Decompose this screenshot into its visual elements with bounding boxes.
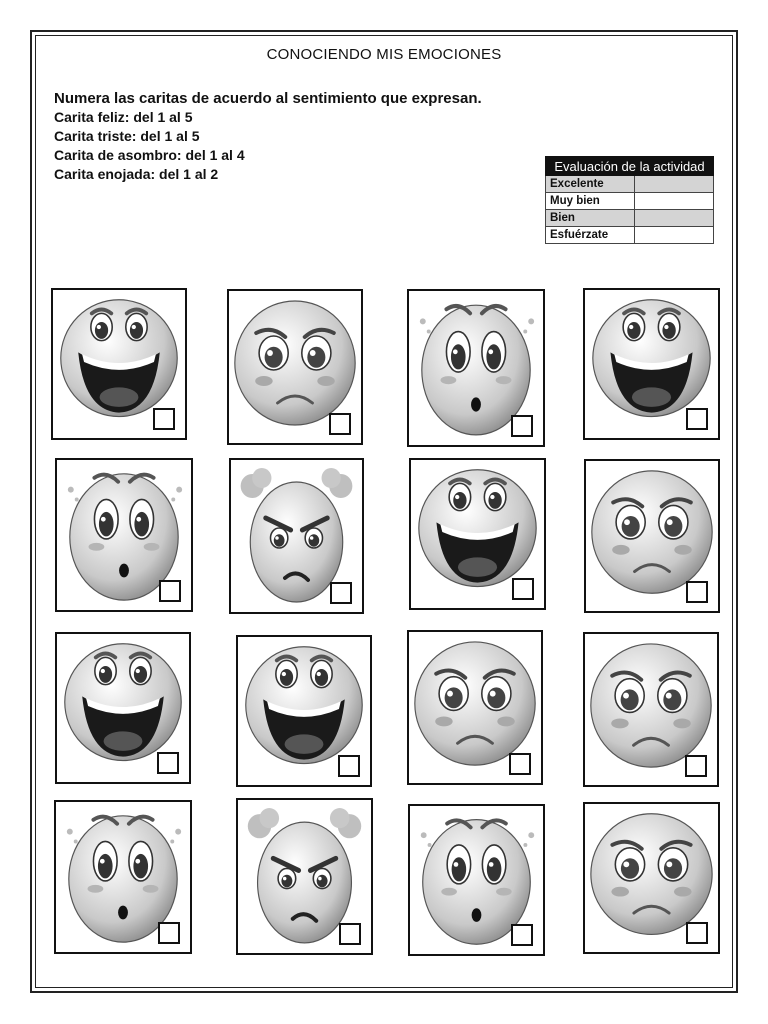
number-answer-box[interactable] bbox=[159, 580, 181, 602]
number-answer-box[interactable] bbox=[329, 413, 351, 435]
face-card bbox=[51, 288, 187, 440]
evaluation-mark-cell[interactable] bbox=[635, 193, 714, 210]
evaluation-row-label: Muy bien bbox=[546, 193, 635, 210]
face-card bbox=[407, 630, 543, 785]
instruction-surprised: Carita de asombro: del 1 al 4 bbox=[54, 147, 245, 163]
evaluation-header: Evaluación de la actividad bbox=[546, 157, 714, 176]
number-answer-box[interactable] bbox=[686, 408, 708, 430]
instruction-sad: Carita triste: del 1 al 5 bbox=[54, 128, 200, 144]
number-answer-box[interactable] bbox=[330, 582, 352, 604]
evaluation-row-label: Esfuérzate bbox=[546, 227, 635, 244]
face-card bbox=[54, 800, 192, 954]
evaluation-row-label: Bien bbox=[546, 210, 635, 227]
evaluation-mark-cell[interactable] bbox=[635, 210, 714, 227]
number-answer-box[interactable] bbox=[686, 922, 708, 944]
face-card bbox=[583, 288, 720, 440]
face-card bbox=[583, 632, 719, 787]
instruction-happy: Carita feliz: del 1 al 5 bbox=[54, 109, 193, 125]
number-answer-box[interactable] bbox=[512, 578, 534, 600]
number-answer-box[interactable] bbox=[685, 755, 707, 777]
face-card bbox=[408, 804, 545, 956]
instructions-lead: Numera las caritas de acuerdo al sentimiento que expresan. bbox=[54, 90, 482, 107]
face-card bbox=[236, 635, 372, 787]
evaluation-row-label: Excelente bbox=[546, 176, 635, 193]
face-card bbox=[55, 632, 191, 784]
face-card bbox=[584, 459, 720, 613]
face-card bbox=[409, 458, 546, 610]
evaluation-table bbox=[545, 156, 714, 244]
face-card bbox=[583, 802, 720, 954]
number-answer-box[interactable] bbox=[339, 923, 361, 945]
face-card bbox=[229, 458, 364, 614]
evaluation-mark-cell[interactable] bbox=[635, 227, 714, 244]
worksheet-title: CONOCIENDO MIS EMOCIONES bbox=[266, 46, 502, 63]
face-card bbox=[55, 458, 193, 612]
face-card bbox=[236, 798, 373, 955]
instruction-angry: Carita enojada: del 1 al 2 bbox=[54, 166, 219, 182]
number-answer-box[interactable] bbox=[157, 752, 179, 774]
face-card bbox=[227, 289, 363, 445]
number-answer-box[interactable] bbox=[511, 924, 533, 946]
number-answer-box[interactable] bbox=[153, 408, 175, 430]
number-answer-box[interactable] bbox=[338, 755, 360, 777]
face-card bbox=[407, 289, 545, 447]
instructions-block bbox=[54, 89, 482, 184]
number-answer-box[interactable] bbox=[686, 581, 708, 603]
evaluation-mark-cell[interactable] bbox=[635, 176, 714, 193]
number-answer-box[interactable] bbox=[509, 753, 531, 775]
number-answer-box[interactable] bbox=[511, 415, 533, 437]
number-answer-box[interactable] bbox=[158, 922, 180, 944]
